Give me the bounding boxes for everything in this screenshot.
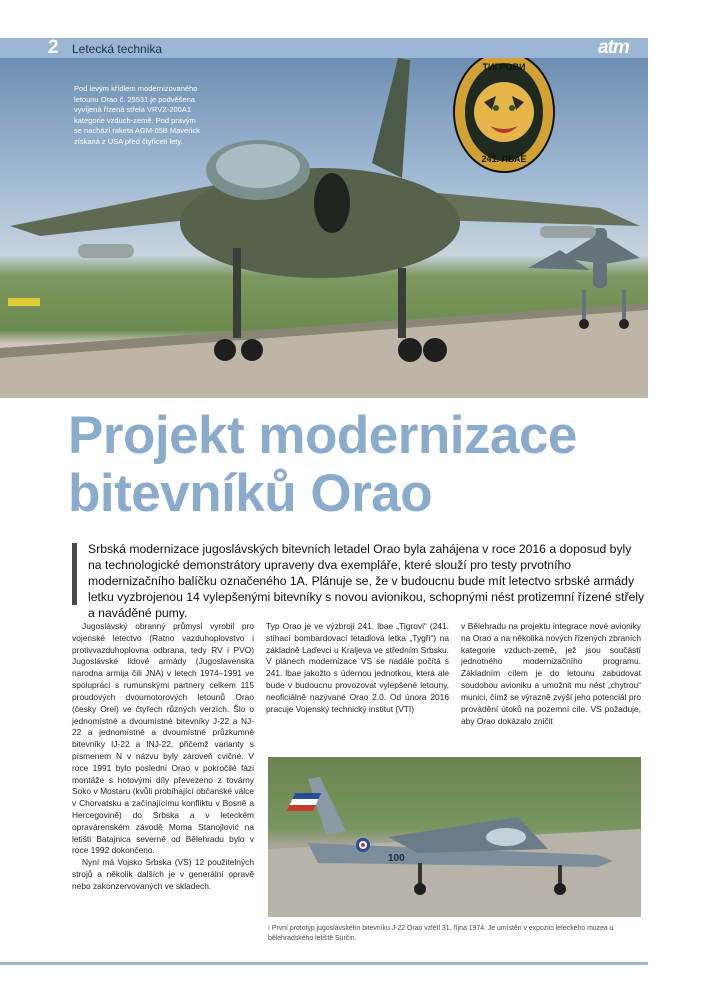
- lead-bar: [72, 543, 77, 605]
- page-number: 2: [48, 37, 59, 58]
- prototype-photo: [268, 757, 641, 917]
- hero-photo: [0, 58, 648, 398]
- column-3-paragraph: v Bělehradu na projektu integrace nové avioniky na Orao a na několika nových řízených zbraních kategorie vzduch-země, jež jsou součástí jednotného modernizačního programu. Základním cílem je do letounu zabudovat soudobou avioniku a umožnit mu nést „chytrou“ munici, čímž se výrazně zvýší jeho potenciál pro provádění útoků na pozemní cíle. VS požaduje, aby Orao dokázalo zničit: [461, 621, 641, 726]
- prototype-photo-caption: [268, 924, 640, 943]
- tail-number: 100: [388, 853, 405, 864]
- j22-prototype-illustration: [268, 757, 641, 917]
- column-1-paragraph-2: Nyní má Vojsko Srbska (VS) 12 použitelných strojů a několik dalších je v generální opravě nebo zakonzervovaných ve skladech.: [72, 857, 254, 891]
- caption-text: První prototyp jugoslávského bitevníku J-22 Orao vzlétl 31. října 1974. Je umístěn v expozici leteckého muzea u bělehradského letiště Surčin.: [268, 925, 614, 942]
- title-line-2: bitevníků Orao: [68, 464, 433, 523]
- column-2-paragraph: Typ Orao je ve výzbroji 241. lbae „Tigrovi“ (241. stíhací bombardovací letadlová letka „Tygři“) na základně Laďevci u Kraljeva ve středním Srbsku. V plánech modernizace VS se nadále počítá s 241. lbae jakožto s údernou jednotkou, která ale bude v budoucnu provozovat vylepšené letouny, neoficiálně nazývané Orao 2.0. Od února 2016 pracuje Vojenský technický institut (VTI): [266, 621, 449, 714]
- column-1-paragraph-1: Jugoslávský obranný průmysl vyrobil pro vojenské letectvo (Ratno vazduhoplovstvo i protivvazduhoplovna odbrana, tedy RV i PVO) Jugoslávské lidové armády (Jugoslavenska narodna armija čili JNA) v letech 1974–1991 ve spolupráci s rumunskými partnery celkem 115 proudových dvoumotorových letounů Orao (česky Orel) ve čtyřech různých verzích. Šlo o jednomístné a dvoumístné bitevníky J-22 a NJ-22 a jednomístné a dvoumístné průzkumné bitevníky IJ-22 a INJ-22, přičemž varianty s písmenem N v názvu byly zároveň cvičné. V roce 1991 bylo poslední Orao v pokročilé fázi montáže s hotovými díly převezeno z továrny Soko v Mostaru (kvůli probíhající občanské válce v Chorvatsku a začínajícímu konfliktu v Bosně a Hercegovině) do Srbska a v leteckém opravárenském závodě Moma Stanojlović na letišti Batajnica severně od Bělehradu bylo v roce 1992 dokončeno.: [72, 621, 254, 856]
- badge-top-text: ТИГРОВИ: [482, 62, 526, 72]
- lead-paragraph: Srbská modernizace jugoslávských bitevních letadel Orao byla zahájena v roce 2016 a doposud byly na technologické demonstrátory upraveny dva exempláře, které slouží pro testy prvotního modernizačního balíčku označeného 1A. Plánuje se, že v budoucnu bude mít letectvo srbské armády letku vyzbrojenou 14 vylepšenými bitevníky s novou avionikou, schopnými nést protizemní řízené střely a naváděné pumy.: [88, 542, 645, 620]
- badge-bottom-text: 241. ЛБАЕ: [481, 154, 527, 164]
- body-column-3: [461, 621, 641, 747]
- section-title: Letecká technika: [72, 42, 163, 56]
- magazine-logo: atm: [598, 37, 629, 58]
- tigers-squadron-badge: [452, 58, 556, 174]
- caption-marker: I: [268, 925, 270, 932]
- article-title: [68, 407, 577, 523]
- body-column-1: [72, 621, 254, 953]
- title-line-1: Projekt modernizace: [68, 406, 577, 465]
- hero-caption: Pod levým křídlem modernizovaného letounu Orao č. 25531 je podvěšena vyvíjená řízená střela VRVZ-200A1 kategorie vzduch-země. Pod pravým se nachází raketa AGM-65B Maverick získaná z USA před čtyřiceti lety.: [74, 84, 200, 146]
- footer-line: [0, 962, 648, 965]
- body-column-2: [266, 621, 449, 747]
